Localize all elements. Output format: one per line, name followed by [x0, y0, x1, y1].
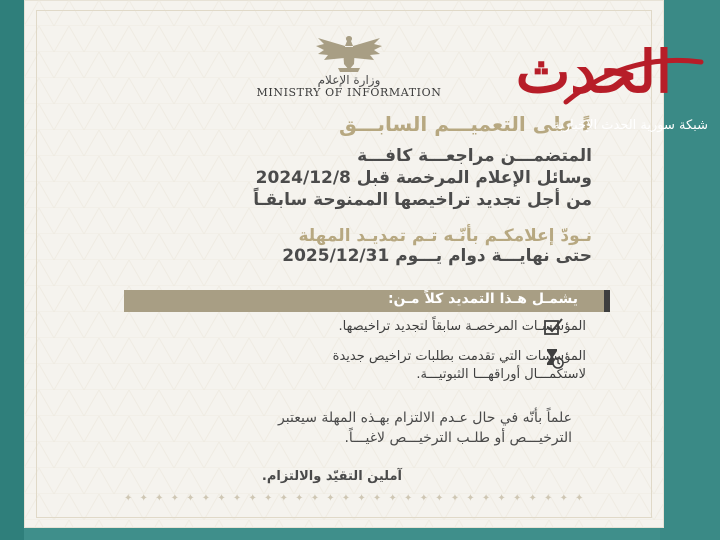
closing-line: آملين التقيّد والالتزام.: [261, 469, 402, 484]
includes-header-bar: [124, 290, 610, 312]
watermark-logo: [515, 38, 708, 133]
bar-accent: [604, 290, 610, 312]
body-line-4: من أجل تجديد تراخيصها الممنوحة سابقـاً: [253, 190, 592, 210]
includes-item-2-line-2: لاستكمـــال أوراقهـــا الثبوتيـــة.: [416, 367, 586, 382]
decorative-border-row: ✦ ✦ ✦ ✦ ✦ ✦ ✦ ✦ ✦ ✦ ✦ ✦ ✦ ✦ ✦ ✦ ✦ ✦ ✦ ✦ ✦ ✦ ✦ ✦ ✦ ✦ ✦ ✦ ✦ ✦: [124, 493, 586, 504]
watermark-subtitle: شبكة سورية الحدث الإخبارية: [553, 118, 708, 133]
body-line-2: المتضمـــن مراجعـــة كافـــة: [357, 146, 592, 166]
eagle-crest-icon: [314, 30, 384, 74]
ministry-name-arabic: وزارة الإعلام: [317, 73, 381, 87]
includes-header: يشمـل هـذا التمديد كلاً مـن:: [387, 291, 578, 307]
watermark-logo-text: الحدث: [515, 38, 672, 106]
note-line-1: علماً بأنّه في حال عـدم الالتزام بهـذه المهلة سيعتبر: [278, 410, 572, 426]
includes-item-1: المؤسسـات المرخصـة سابقاً لتجديد تراخيصها.: [338, 319, 586, 334]
body-line-3: وسائل الإعلام المرخصة قبل 2024/12/8: [255, 168, 592, 188]
ministry-name-english: MINISTRY OF INFORMATION: [256, 86, 442, 99]
background-left: [0, 0, 24, 540]
deadline-line: حتى نهايـــة دوام يـــوم 2025/12/31: [282, 246, 592, 266]
previous-circular-heading: ءً على التعميـــم السابـــق: [338, 112, 592, 136]
extension-notice: نـودّ إعلامكـم بأنّـه تـم تمديـد المهلة: [298, 226, 592, 246]
note-line-2: الترخيـــص أو طلـب الترخيـــص لاغيـــاً.: [344, 430, 572, 446]
includes-item-2-line-1: المؤسسات التي تقدمت بطلبات تراخيص جديدة: [332, 349, 586, 364]
